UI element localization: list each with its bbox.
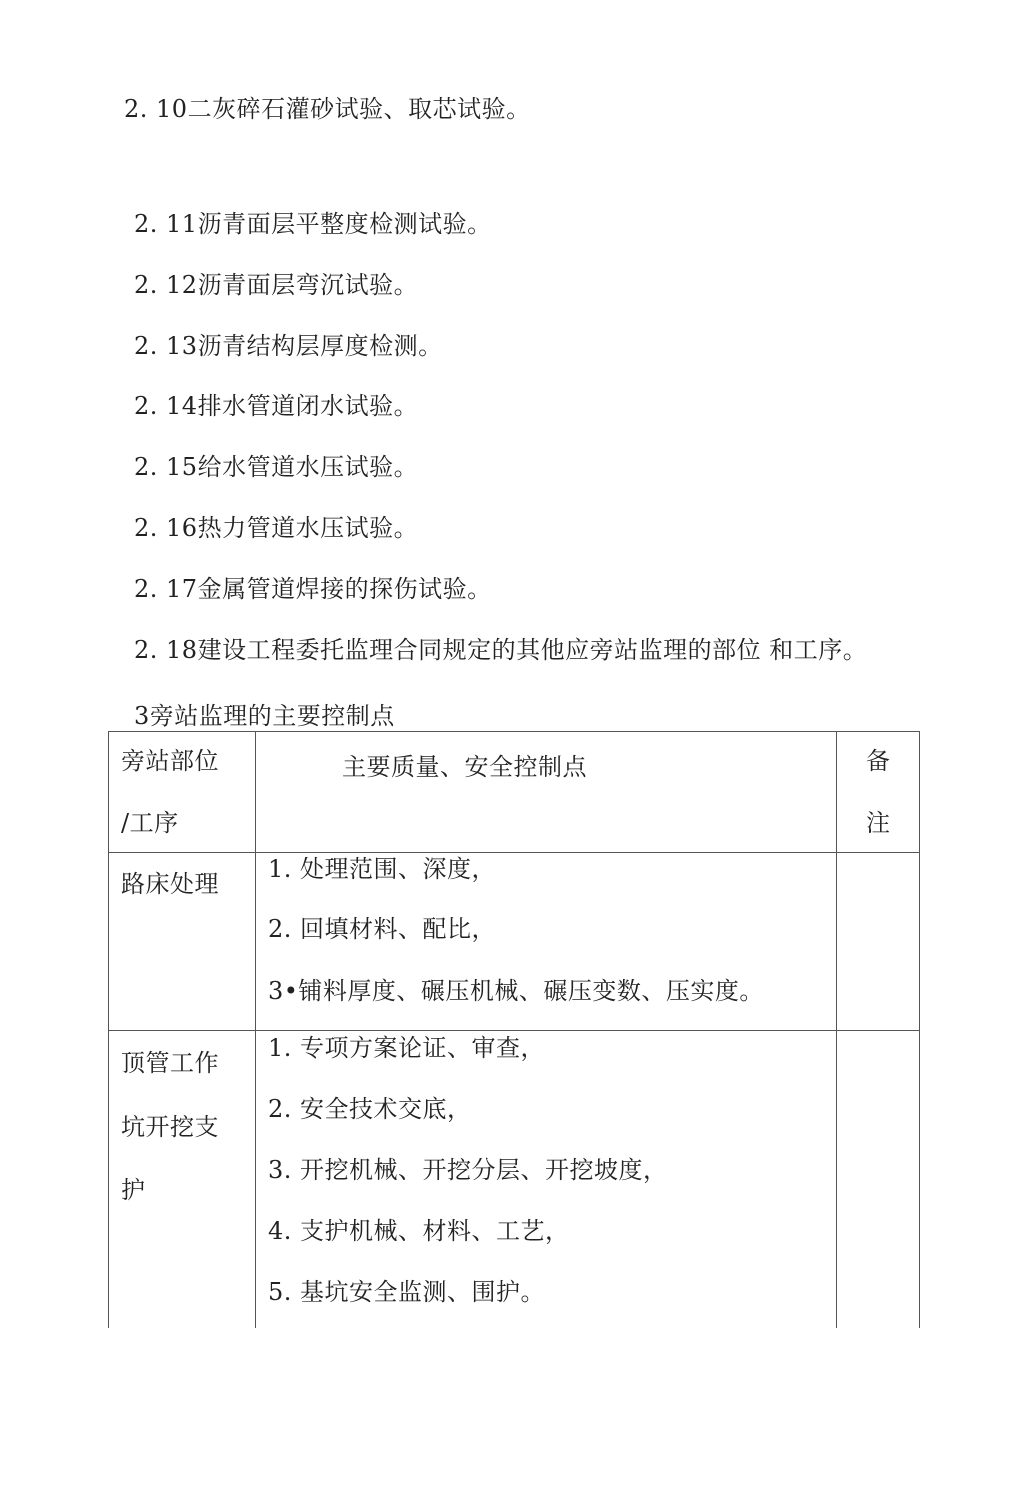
row-part-label: 顶管工作: [121, 1049, 219, 1077]
list-item-2-13: 2. 13沥青结构层厚度检测。: [134, 332, 443, 360]
header-part-label: 旁站部位: [121, 747, 219, 775]
control-point-item: 3•铺料厚度、碾压机械、碾压变数、压实度。: [268, 977, 764, 1005]
control-point-item: 1. 处理范围、深度，: [268, 855, 497, 883]
row-part-label: 坑开挖支: [121, 1113, 219, 1141]
table-row-divider: [108, 1030, 920, 1031]
table-column-divider: [836, 731, 837, 1328]
table-row-divider: [108, 852, 920, 853]
row-part-label: 路床处理: [121, 870, 219, 898]
control-points-table: [108, 731, 920, 1328]
list-item-2-18: 2. 18建设工程委托监理合同规定的其他应旁站监理的部位 和工序。: [134, 636, 868, 664]
table-border-right: [919, 731, 920, 1328]
header-part-label-2: /工序: [121, 809, 179, 837]
header-control-points: 主要质量、安全控制点: [342, 753, 587, 781]
control-point-item: 4. 支护机械、材料、工艺，: [268, 1217, 570, 1245]
list-item-2-14: 2. 14排水管道闭水试验。: [134, 392, 419, 420]
control-point-item: 2. 回填材料、配比，: [268, 915, 497, 943]
control-point-item: 3. 开挖机械、开挖分层、开挖坡度，: [268, 1156, 668, 1184]
control-point-item: 2. 安全技术交底，: [268, 1095, 472, 1123]
table-column-divider: [255, 731, 256, 1328]
row-part-label: 护: [121, 1176, 146, 1204]
table-border-left: [108, 731, 109, 1328]
control-point-item: 5. 基坑安全监测、围护。: [268, 1278, 546, 1306]
section-title: 3旁站监理的主要控制点: [134, 702, 395, 730]
control-point-item: 1. 专项方案论证、审查，: [268, 1034, 546, 1062]
list-item-2-10: 2. 10二灰碎石灌砂试验、取芯试验。: [124, 95, 531, 123]
list-item-2-11: 2. 11沥青面层平整度检测试验。: [134, 210, 492, 238]
list-item-2-12: 2. 12沥青面层弯沉试验。: [134, 271, 419, 299]
table-border-top: [108, 731, 920, 732]
header-remarks: 备: [866, 747, 891, 775]
list-item-2-17: 2. 17金属管道焊接的探伤试验。: [134, 575, 492, 603]
header-remarks-2: 注: [866, 809, 891, 837]
list-item-2-15: 2. 15给水管道水压试验。: [134, 453, 419, 481]
list-item-2-16: 2. 16热力管道水压试验。: [134, 514, 419, 542]
